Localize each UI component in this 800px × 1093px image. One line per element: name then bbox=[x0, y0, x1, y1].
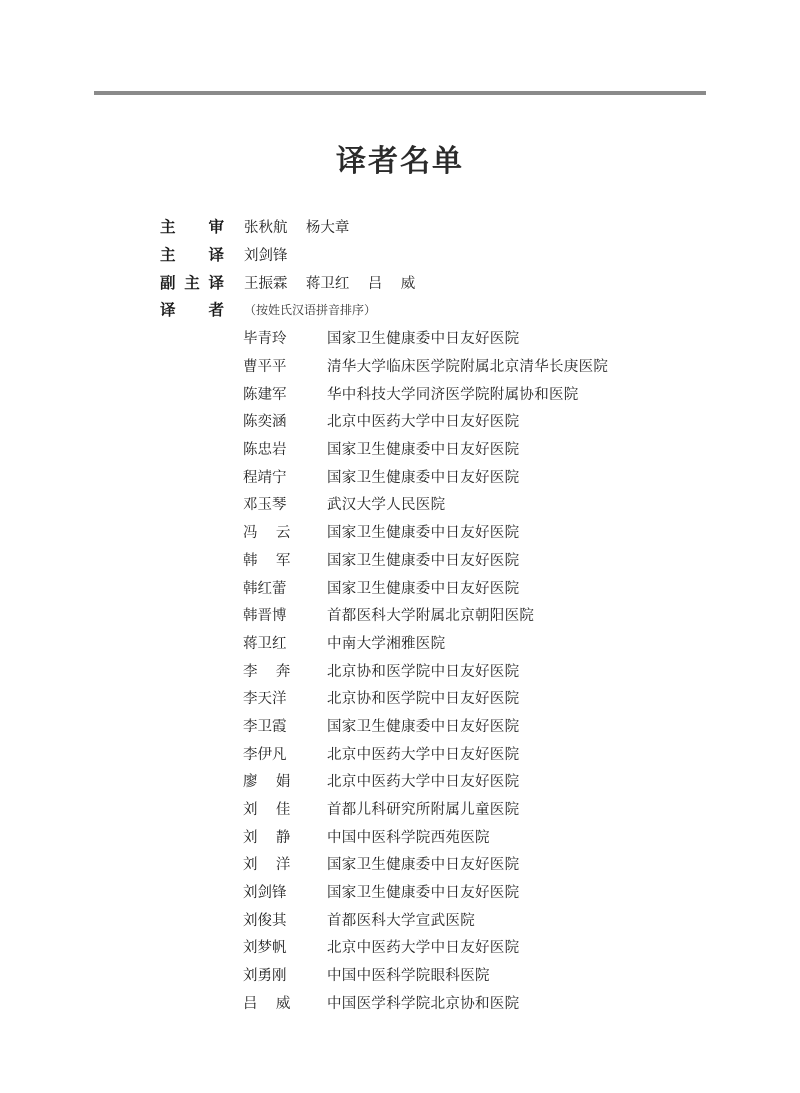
translator-name: 李伊凡 bbox=[243, 746, 287, 763]
translator-affiliation: 华中科技大学同济医学院附属协和医院 bbox=[327, 386, 579, 403]
translator-affiliation: 北京协和医学院中日友好医院 bbox=[327, 663, 520, 680]
role-label-char: 副 bbox=[160, 274, 176, 292]
translator-name: 刘俊其 bbox=[243, 912, 287, 929]
translator-name: 韩红蕾 bbox=[243, 580, 287, 597]
translator-affiliation: 首都儿科研究所附属儿童医院 bbox=[327, 802, 520, 819]
translator-affiliation: 中国医学科学院北京协和医院 bbox=[327, 995, 520, 1012]
translator-entry bbox=[243, 490, 608, 518]
translator-affiliation: 国家卫生健康委中日友好医院 bbox=[327, 525, 520, 542]
translator-entry bbox=[243, 435, 608, 463]
translator-entry bbox=[243, 352, 608, 380]
translator-affiliation: 中国中医科学院眼科医院 bbox=[327, 968, 490, 985]
role-label bbox=[160, 298, 224, 320]
role-row-chief-translator bbox=[160, 242, 288, 266]
role-value: 刘剑锋 bbox=[244, 247, 288, 264]
translator-name: 廖 娟 bbox=[243, 774, 291, 791]
translator-entry bbox=[243, 629, 608, 657]
translator-entry bbox=[243, 850, 608, 878]
role-label bbox=[160, 243, 224, 265]
role-label-char: 译 bbox=[160, 301, 176, 319]
translator-name: 刘剑锋 bbox=[243, 885, 287, 902]
translator-name: 刘 佳 bbox=[243, 802, 291, 819]
role-label-char: 审 bbox=[208, 218, 224, 236]
translator-name: 刘梦帆 bbox=[243, 940, 287, 957]
translator-name: 毕青玲 bbox=[243, 331, 287, 348]
translator-name: 程靖宁 bbox=[243, 469, 287, 486]
role-label-char: 主 bbox=[184, 274, 200, 292]
translator-name: 蒋卫红 bbox=[243, 635, 287, 652]
translator-entry bbox=[243, 822, 608, 850]
translator-name: 李天洋 bbox=[243, 691, 287, 708]
role-value: 张秋航 杨大章 bbox=[244, 219, 350, 236]
translator-affiliation: 中南大学湘雅医院 bbox=[327, 635, 446, 652]
translator-entry bbox=[243, 684, 608, 712]
translator-affiliation: 国家卫生健康委中日友好医院 bbox=[327, 331, 520, 348]
translator-entry bbox=[243, 518, 608, 546]
translator-affiliation: 北京中医药大学中日友好医院 bbox=[327, 414, 520, 431]
translator-name: 韩晋博 bbox=[243, 608, 287, 625]
role-label bbox=[160, 215, 224, 237]
translator-name: 陈奕涵 bbox=[243, 414, 287, 431]
translator-name: 刘勇刚 bbox=[243, 968, 287, 985]
translator-affiliation: 首都医科大学宣武医院 bbox=[327, 912, 475, 929]
translator-name: 刘 静 bbox=[243, 829, 291, 846]
role-label-char: 者 bbox=[208, 301, 224, 319]
role-row-associate-translators bbox=[160, 270, 415, 294]
translator-name: 冯 云 bbox=[243, 525, 291, 542]
translator-affiliation: 北京中医药大学中日友好医院 bbox=[327, 774, 520, 791]
translator-affiliation: 清华大学临床医学院附属北京清华长庚医院 bbox=[327, 359, 609, 376]
translator-affiliation: 武汉大学人民医院 bbox=[327, 497, 446, 514]
header-rule bbox=[94, 91, 706, 95]
translator-affiliation: 国家卫生健康委中日友好医院 bbox=[327, 469, 520, 486]
translator-affiliation: 首都医科大学附属北京朝阳医院 bbox=[327, 608, 535, 625]
translator-affiliation: 中国中医科学院西苑医院 bbox=[327, 829, 490, 846]
translator-name: 李卫霞 bbox=[243, 718, 287, 735]
role-row-chief-reviewer bbox=[160, 214, 349, 238]
translator-list bbox=[243, 324, 608, 1016]
role-row-translators bbox=[160, 297, 376, 321]
translator-affiliation: 国家卫生健康委中日友好医院 bbox=[327, 885, 520, 902]
translator-name: 陈忠岩 bbox=[243, 442, 287, 459]
translator-affiliation: 北京协和医学院中日友好医院 bbox=[327, 691, 520, 708]
translator-entry bbox=[243, 546, 608, 574]
translator-entry bbox=[243, 573, 608, 601]
translator-name: 邓玉琴 bbox=[243, 497, 287, 514]
translator-entry bbox=[243, 712, 608, 740]
translator-entry bbox=[243, 601, 608, 629]
sort-order-note: （按姓氏汉语拼音排序） bbox=[244, 302, 377, 317]
page-title: 译者名单 bbox=[336, 144, 464, 179]
translator-affiliation: 国家卫生健康委中日友好医院 bbox=[327, 580, 520, 597]
translator-entry bbox=[243, 324, 608, 352]
translator-entry bbox=[243, 933, 608, 961]
translator-entry bbox=[243, 878, 608, 906]
role-value: 王振霖 蒋卫红 吕 威 bbox=[244, 275, 416, 292]
role-label-char: 译 bbox=[208, 274, 224, 292]
translator-affiliation: 北京中医药大学中日友好医院 bbox=[327, 746, 520, 763]
translator-name: 刘 洋 bbox=[243, 857, 291, 874]
translator-affiliation: 国家卫生健康委中日友好医院 bbox=[327, 552, 520, 569]
translator-entry bbox=[243, 379, 608, 407]
translator-name: 陈建军 bbox=[243, 386, 287, 403]
translator-entry bbox=[243, 905, 608, 933]
translator-entry bbox=[243, 656, 608, 684]
translator-name: 韩 军 bbox=[243, 552, 291, 569]
role-label bbox=[160, 271, 224, 293]
translator-name: 李 奔 bbox=[243, 663, 291, 680]
translator-affiliation: 北京中医药大学中日友好医院 bbox=[327, 940, 520, 957]
translator-name: 吕 威 bbox=[243, 995, 291, 1012]
translator-affiliation: 国家卫生健康委中日友好医院 bbox=[327, 857, 520, 874]
translator-entry bbox=[243, 739, 608, 767]
role-label-char: 主 bbox=[160, 246, 176, 264]
translator-affiliation: 国家卫生健康委中日友好医院 bbox=[327, 442, 520, 459]
translator-entry bbox=[243, 462, 608, 490]
translator-entry bbox=[243, 961, 608, 989]
translator-entry bbox=[243, 407, 608, 435]
translator-entry bbox=[243, 989, 608, 1017]
role-label-char: 主 bbox=[160, 218, 176, 236]
role-label-char: 译 bbox=[208, 246, 224, 264]
translator-entry bbox=[243, 795, 608, 823]
translator-name: 曹平平 bbox=[243, 359, 287, 376]
translator-entry bbox=[243, 767, 608, 795]
translator-affiliation: 国家卫生健康委中日友好医院 bbox=[327, 718, 520, 735]
